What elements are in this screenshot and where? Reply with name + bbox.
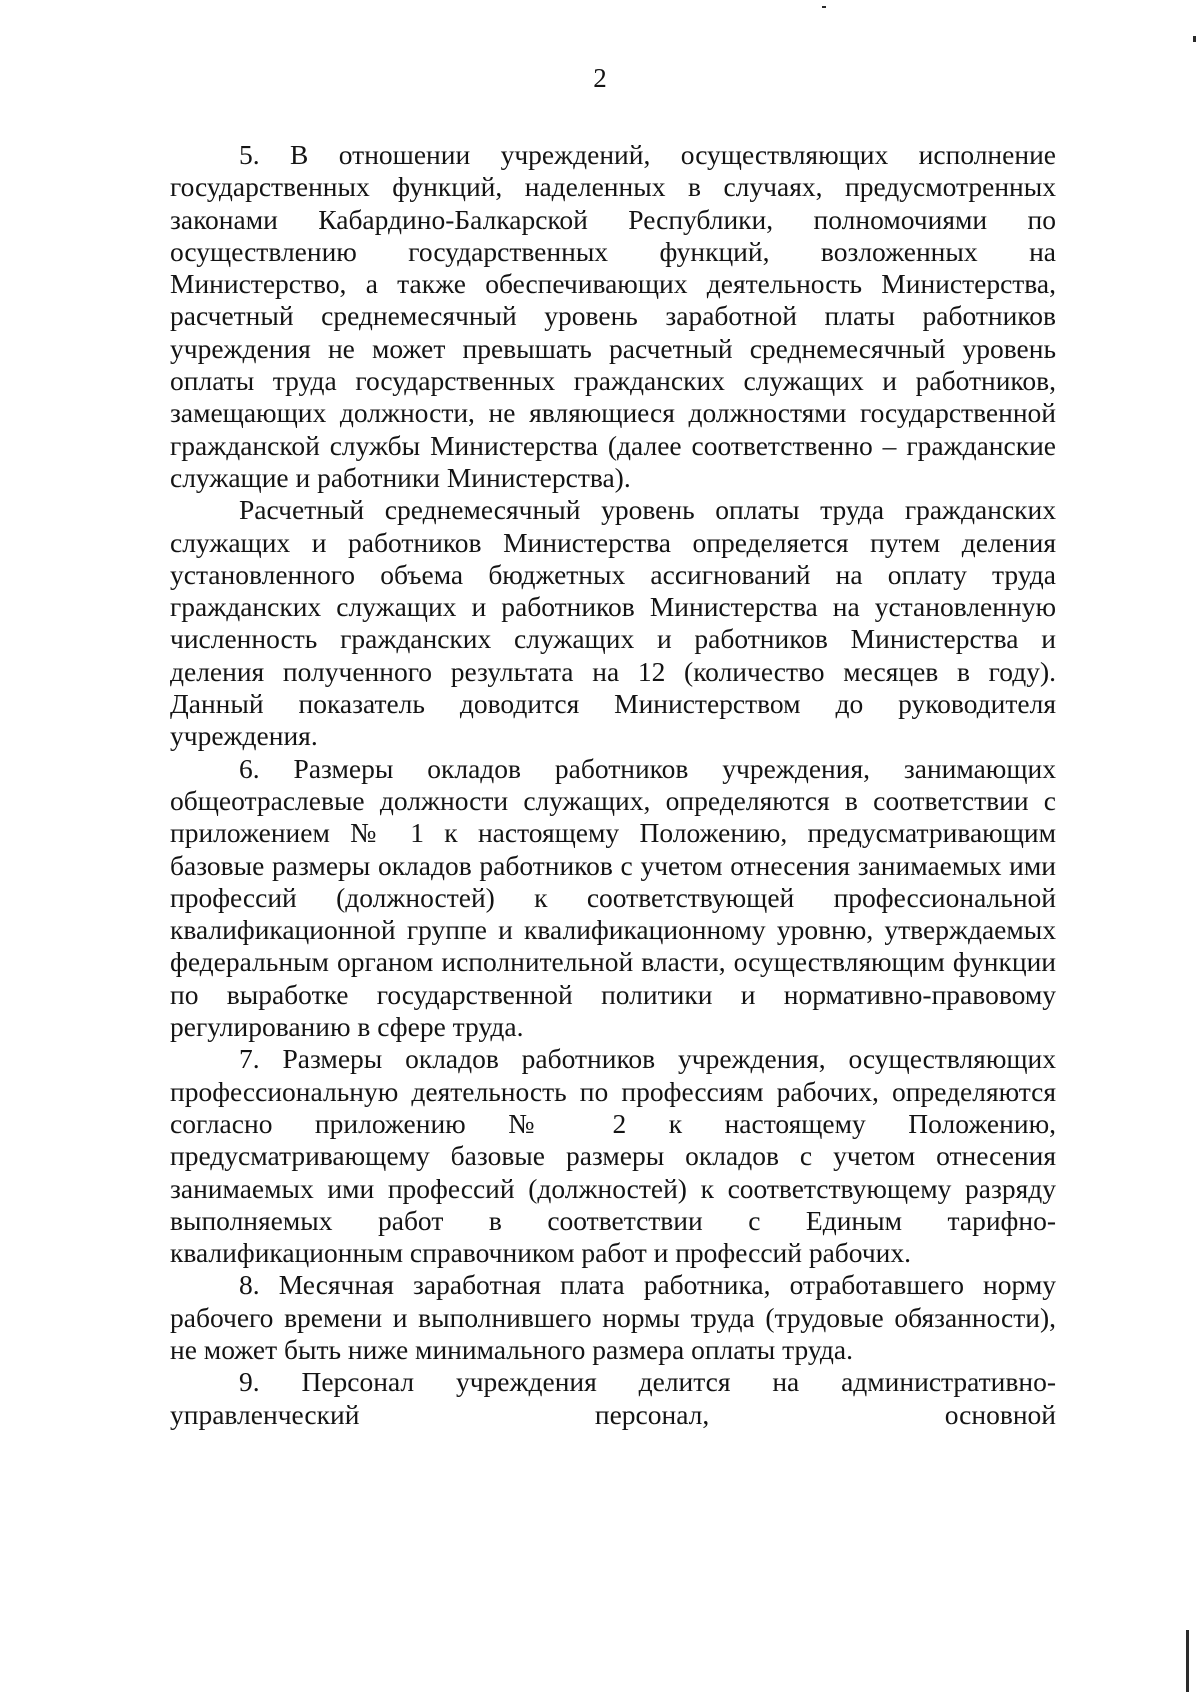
paragraph-5: 5. В отношении учреждений, осуществляющих исполнение государственных функций, наделенных в случаях, предусмотренных законами Кабардино-Балкарской Республики, полномочиями по осуществлению государственных функций, возложенных на Министерство, а также обеспечивающих деятельность Министерства, расчетный среднемесячный уровень заработной платы работников учреждения не может превышать расчетный среднемесячный уровень оплаты труда государственных гражданских служащих и работников, замещающих должности, не являющиеся должностями государственной гражданской службы Министерства (далее соответственно – гражданские служащие и работники Министерства). — [170, 139, 1056, 493]
scan-artifact-top-right — [1193, 36, 1196, 42]
paragraph-6: 6. Размеры окладов работников учреждения, занимающих общеотраслевые должности служащих, определяются в соответствии с приложением № 1 к настоящему Положению, предусматривающим базовые размеры окладов работников с учетом отнесения занимаемых ими профессий (должностей) к соответствующей профессиональной квалификационной группе и квалификационному уровню, утверждаемых федеральным органом исполнительной власти, осуществляющим функции по выработке государственной политики и нормативно-правовому регулированию в сфере труда. — [170, 752, 1056, 1043]
paragraph-7: 7. Размеры окладов работников учреждения, осуществляющих профессиональную деятельность по профессиям рабочих, определяются согласно приложению № 2 к настоящему Положению, предусматривающему базовые размеры окладов с учетом отнесения занимаемых ими профессий (должностей) к соответствующему разряду выполняемых работ в соответствии с Единым тарифно-квалификационным справочником работ и профессий рабочих. — [170, 1043, 1056, 1269]
paragraph-8: 8. Месячная заработная плата работника, отработавшего норму рабочего времени и выполнившего нормы труда (трудовые обязанности), не может быть ниже минимального размера оплаты труда. — [170, 1269, 1056, 1365]
document-body — [170, 139, 1056, 1431]
paragraph-calculation: Расчетный среднемесячный уровень оплаты труда гражданских служащих и работников Министерства определяется путем деления установленного объема бюджетных ассигнований на оплату труда гражданских служащих и работников Министерства на установленную численность гражданских служащих и работников Министерства и деления полученного результата на 12 (количество месяцев в году). Данный показатель доводится Министерством до руководителя учреждения. — [170, 494, 1056, 752]
scan-artifact-bottom-right — [1186, 1630, 1189, 1692]
paragraph-9: 9. Персонал учреждения делится на административно-управленческий персонал, основной — [170, 1366, 1056, 1430]
page-number: 2 — [593, 63, 607, 93]
scan-artifact-top-dot — [822, 6, 826, 8]
